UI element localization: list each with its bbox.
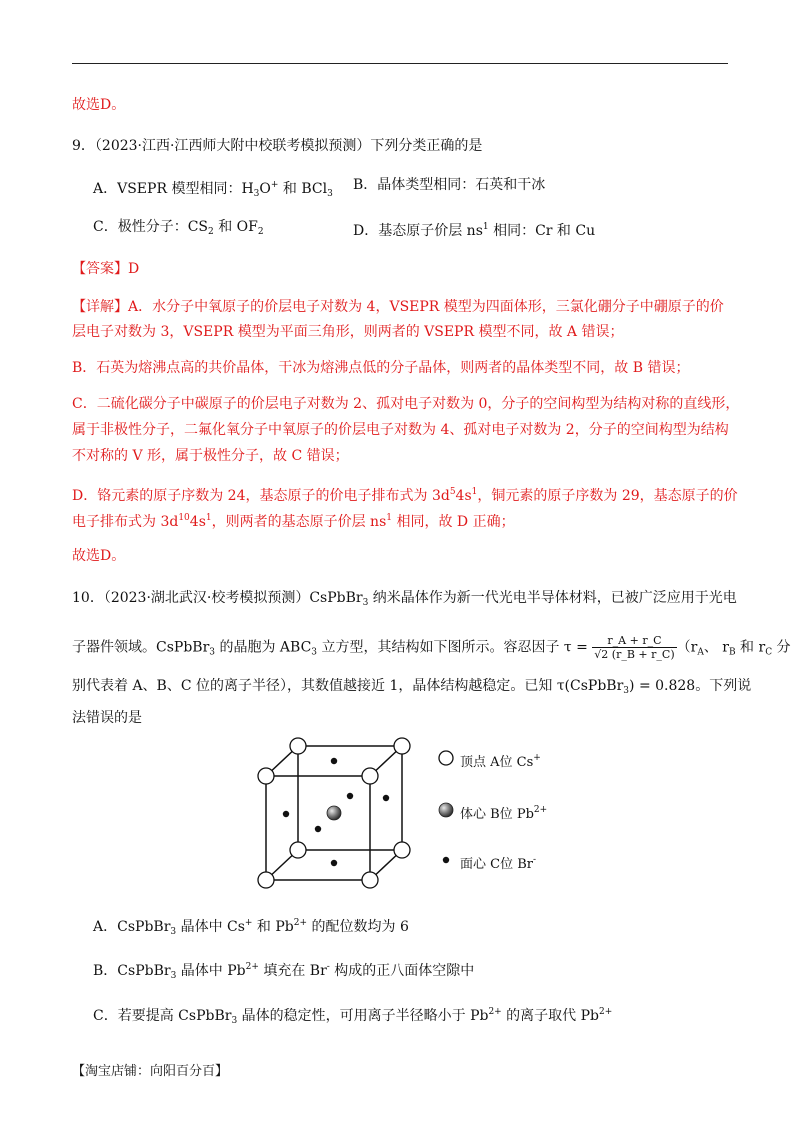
q9-answer: 【答案】D — [72, 261, 140, 277]
q9-explain-line-5: 属于非极性分子，二氟化氧分子中氧原子的价层电子对数为 4、孤对电子对数为 2，分子的空间构型为结构 — [72, 422, 729, 438]
legend-body-center-marker — [438, 802, 454, 818]
tolerance-factor-fraction: $\frac{r\_A + r\_C}{√2 (r\_B + r\_C)}$ — [594, 634, 675, 661]
face-center-atom — [347, 793, 353, 799]
q9-explain-line-8: 电子排布式为 $3d^{10}4s^1$，则两者的基态原子价层 $ns^1$ 相同，故 D 正确； — [72, 513, 515, 530]
q9-explain-line-3: B．石英为熔沸点高的共价晶体，干冰为熔沸点低的分子晶体，则两者的晶体类型不同，故 B 错误； — [72, 360, 690, 376]
q9-explain-line-1: 【详解】A．水分子中氧原子的价层电子对数为 4，VSEPR 模型为四面体形，三氯化硼分子中硼原子的价 — [72, 299, 724, 315]
q9-explain-line-4: C．二硫化碳分子中碳原子的价层电子对数为 2、孤对电子对数为 0，分子的空间构型为结构对称的直线形， — [72, 396, 740, 412]
q10-option-a[interactable]: A．CsPbBr$_3$ 晶体中 Cs+ 和 $Pb^{2+}$ 的配位数均为 6 — [93, 918, 409, 937]
q9-option-a[interactable]: A．VSEPR 模型相同：$H_3O^+$ 和 BCl$_3$ — [93, 180, 333, 199]
legend-face-center: 面心 C位 Br- — [460, 855, 537, 872]
q9-stem: 9．（2023·江西·江西师大附中校联考模拟预测）下列分类正确的是 — [72, 138, 483, 154]
vertex-atom — [394, 738, 410, 754]
vertex-atom — [362, 872, 378, 888]
crystal-cell-figure — [250, 736, 430, 896]
q10-stem-line-3: 别代表着 A、B、C 位的离子半径），其数值越接近 1，晶体结构越稳定。已知 τ(CsPbBr$_3$) = 0.828。下列说 — [72, 678, 752, 696]
q10-option-c[interactable]: C．若要提高 CsPbBr$_3$ 晶体的稳定性，可用离子半径略小于 $Pb^{2+}$ 的离子取代 $Pb^{2+}$ — [93, 1007, 613, 1026]
footer-shop-note: 【淘宝店铺：向阳百分百】 — [72, 1064, 229, 1079]
q9-option-d[interactable]: D．基态原子价层 $ns^1$ 相同：Cr 和 Cu — [353, 222, 596, 239]
legend-vertex-marker — [438, 750, 454, 766]
q9-option-b[interactable]: B．晶体类型相同：石英和干冰 — [353, 177, 546, 193]
face-center-atom — [383, 795, 389, 801]
q9-option-c[interactable]: C．极性分子：$CS_2$ 和 $OF_2$ — [93, 219, 264, 237]
body-center-atom — [327, 806, 341, 820]
q10-stem-line-1: 10．（2023·湖北武汉·校考模拟预测）CsPbBr$_3$ 纳米晶体作为新一代光电半导体材料，已被广泛应用于光电 — [72, 590, 737, 608]
header-rule — [72, 63, 728, 64]
legend-face-center-marker — [441, 855, 451, 865]
vertex-atom — [362, 768, 378, 784]
q9-explain-line-7: D．铬元素的原子序数为 24，基态原子的价电子排布式为 $3d^54s^1$，铜元素的原子序数为 29，基态原子的价 — [72, 487, 738, 504]
vertex-atom — [394, 842, 410, 858]
legend-body-center: 体心 B位 $Pb^{2+}$ — [460, 805, 548, 822]
legend-vertex: 顶点 A位 Cs+ — [460, 753, 541, 770]
vertex-atom — [258, 872, 274, 888]
vertex-atom — [290, 738, 306, 754]
q10-option-b[interactable]: B．CsPbBr$_3$ 晶体中 $Pb^{2+}$ 填充在 Br- 构成的正八面体空隙中 — [93, 962, 475, 981]
face-center-atom — [315, 826, 321, 832]
q9-explain-line-2: 层电子对数为 3，VSEPR 模型为平面三角形，则两者的 VSEPR 模型不同，故 A 错误； — [72, 324, 624, 340]
vertex-atom — [258, 768, 274, 784]
face-center-atom — [283, 811, 289, 817]
vertex-atom — [290, 842, 306, 858]
q10-stem-line-2: 子器件领域。CsPbBr$_3$ 的晶胞为 $ABC_3$ 立方型，其结构如下图所示。容忍因子 τ = $\frac{r\_A + r\_C}{√2 (r\_B + r\_C)}$ （$r_A$、 $r_B$ 和 $r_C$ 分 — [72, 634, 791, 661]
q9-explain-line-6: 不对称的 V 形，属于极性分子，故 C 错误； — [72, 448, 349, 464]
prev-conclusion: 故选D。 — [72, 97, 126, 113]
face-center-atom — [331, 860, 337, 866]
q9-conclusion: 故选D。 — [72, 548, 126, 564]
face-center-atom — [331, 758, 337, 764]
q10-stem-line-4: 法错误的是 — [72, 710, 142, 726]
